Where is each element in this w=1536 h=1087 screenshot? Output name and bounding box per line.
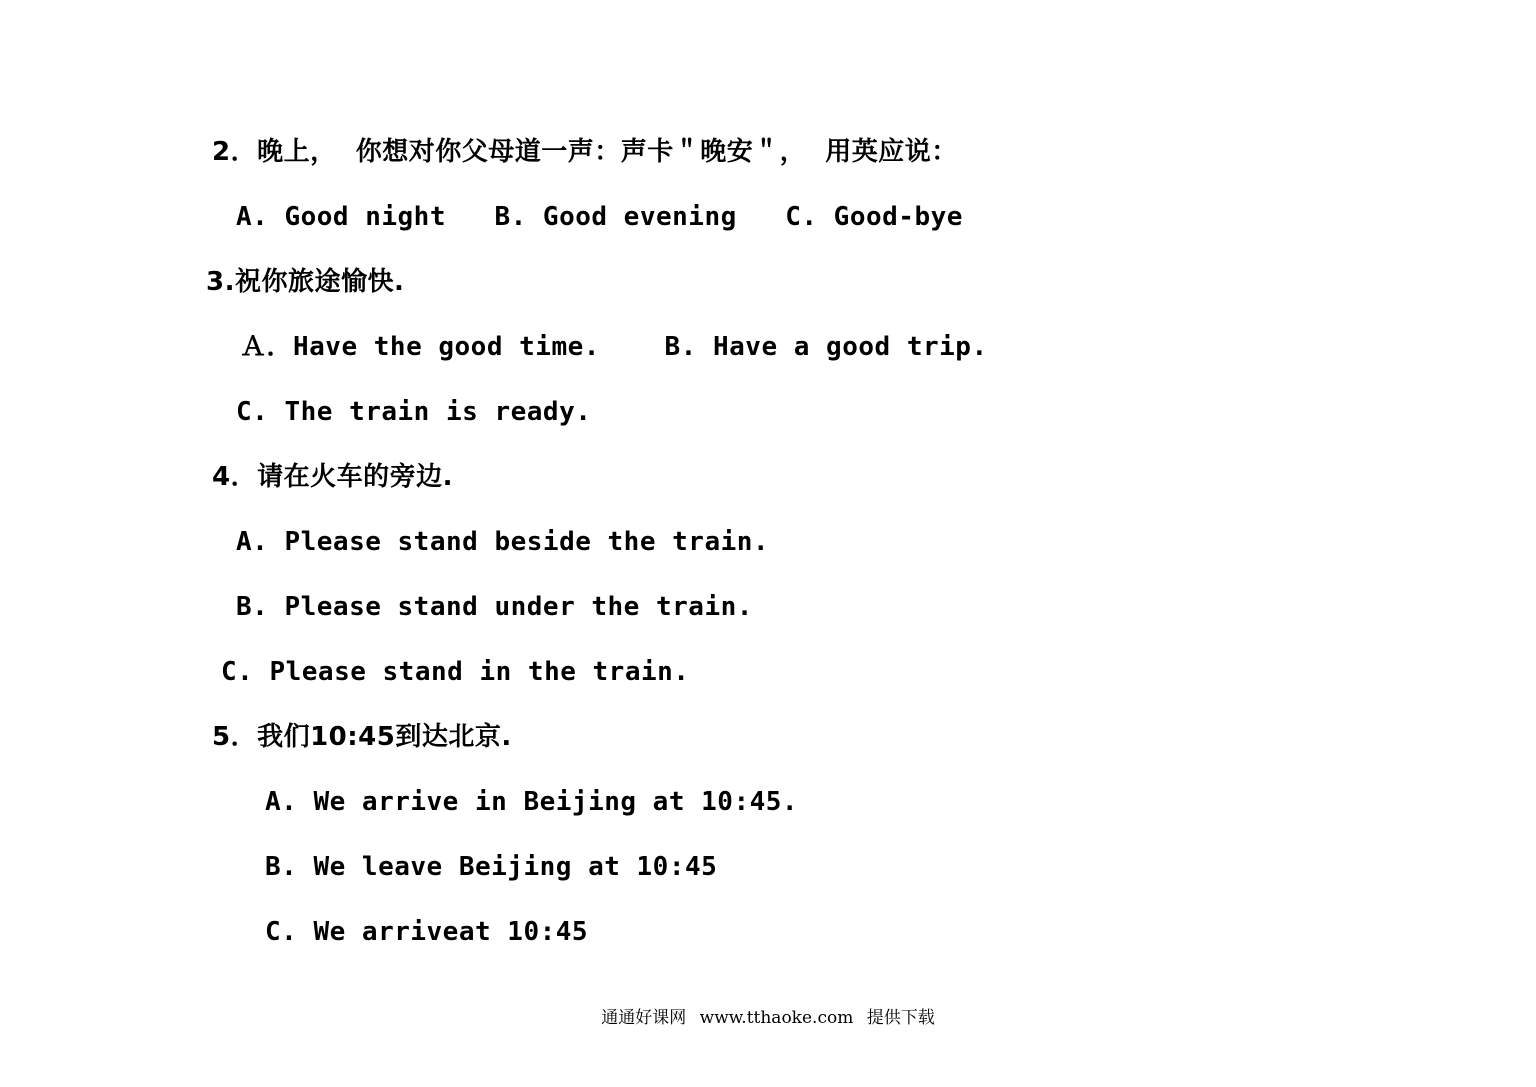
question-4-prompt: 4．请在火车的旁边.	[212, 462, 453, 492]
question-3-prompt: 3.祝你旅途愉快.	[206, 267, 405, 297]
footer-site-name: 通通好课网	[601, 1008, 687, 1028]
question-5-prompt: 5．我们10:45到达北京.	[212, 722, 512, 752]
question-5-option-a: A. We arrive in Beijing at 10:45.	[265, 787, 799, 817]
footer-suffix: 提供下载	[866, 1008, 935, 1028]
question-4-option-c: C. Please stand in the train.	[221, 657, 690, 687]
question-5-option-c: C. We arriveat 10:45	[265, 917, 589, 947]
question-3-options-ab: Ａ．Have the good time. B. Have a good trip.	[240, 332, 988, 362]
question-5-option-b: B. We leave Beijing at 10:45	[265, 852, 718, 882]
question-2-options: A. Good night B. Good evening C. Good-bye	[236, 202, 963, 232]
question-4-option-b: B. Please stand under the train.	[236, 592, 753, 622]
question-2-prompt: 2．晚上， 你想对你父母道一声：声卡＂晚安＂， 用英应说：	[212, 137, 958, 167]
question-4-option-a: A. Please stand beside the train.	[236, 527, 770, 557]
page-footer	[0, 1006, 1536, 1030]
footer-url: www.tthaoke.com	[699, 1008, 854, 1028]
question-3-option-c: C. The train is ready.	[236, 397, 592, 427]
